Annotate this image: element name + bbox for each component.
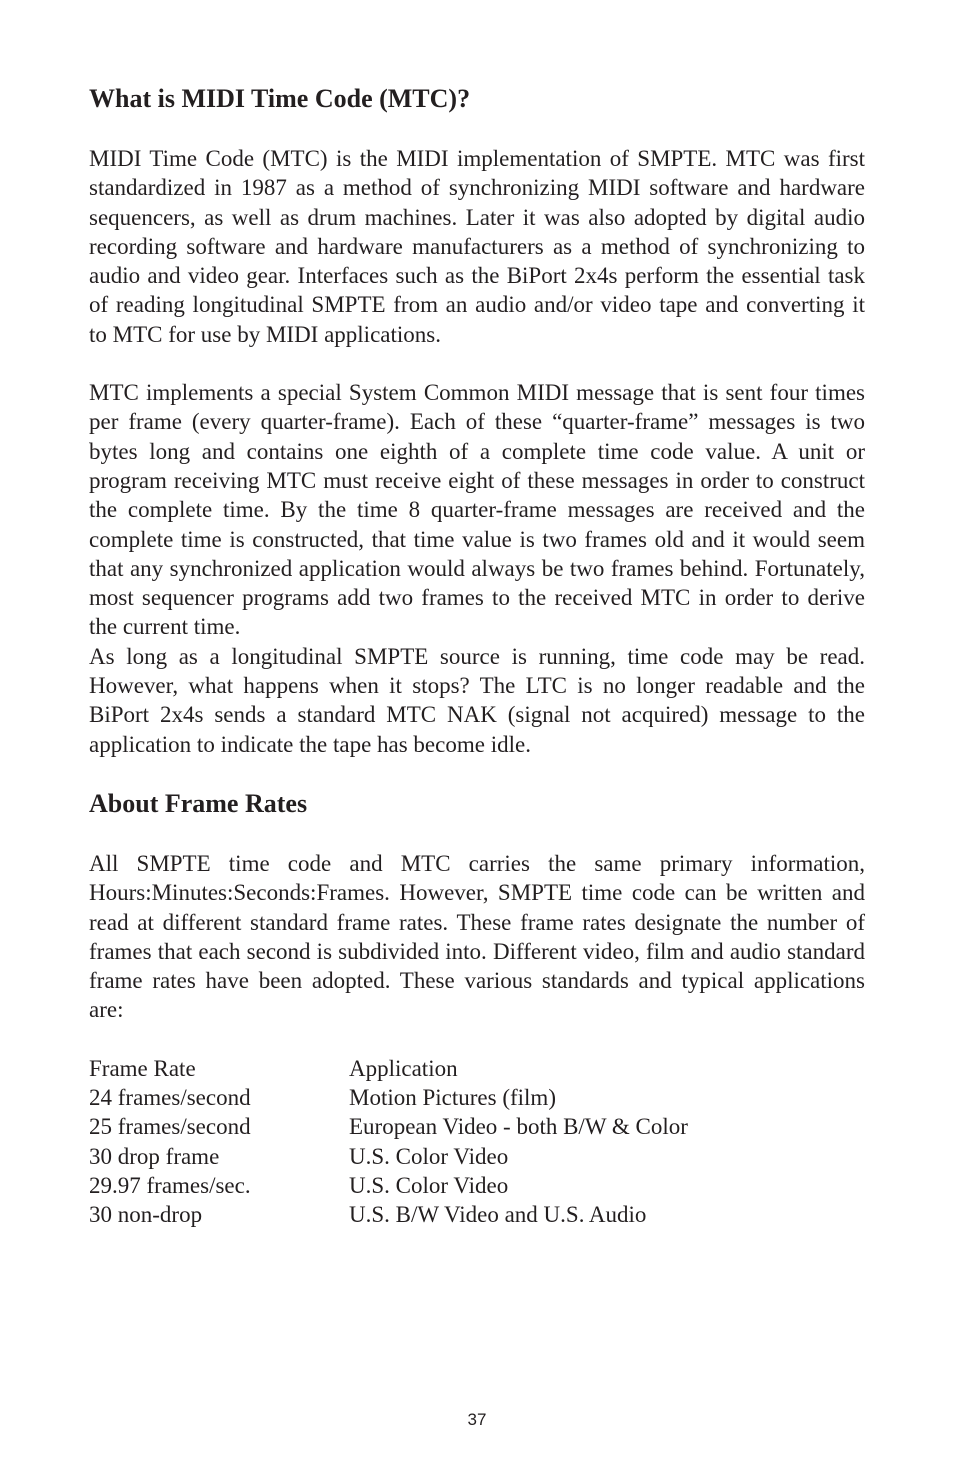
table-header-row [89, 1054, 688, 1083]
frame-rate-cell: 24 frames/second [89, 1085, 251, 1111]
application-cell: U.S. Color Video [349, 1172, 509, 1198]
frame-rate-table [89, 1054, 688, 1230]
column-header-frame-rate: Frame Rate [89, 1055, 196, 1081]
section-heading-mtc: What is MIDI Time Code (MTC)? [89, 84, 471, 113]
frame-rate-cell: 30 non-drop [89, 1202, 203, 1228]
application-cell: U.S. Color Video [349, 1143, 509, 1169]
paragraph-mtc-nak: As long as a longitudinal SMPTE source is running, time code may be read. However, what happens when it stops? The LTC is no longer readable and the BiPort 2x4s sends a standard MTC NAK (signal not acquired) message to the application to indicate the tape has become idle. [89, 643, 865, 757]
application-cell: U.S. B/W Video and U.S. Audio [349, 1202, 647, 1228]
section-heading-frame-rates: About Frame Rates [89, 788, 308, 818]
paragraph-mtc-quarter-frame: MTC implements a special System Common MIDI message that is sent four times per frame (every quarter-frame). Each of these “quarter-frame” messages is two bytes long and contains one eighth of a complete time code value. A unit or program receiving MTC must receive eight of these messages in order to construct the complete time. By the time 8 quarter-frame messages are received and the complete time is constructed, that time value is two frames old and it would seem that any synchronized application would always be two frames behind. Fortunately, most sequencer programs add two frames to the received MTC in order to derive the current time. [89, 380, 865, 640]
application-cell: European Video - both B/W & Color [349, 1114, 688, 1140]
table-row [89, 1171, 688, 1200]
column-header-application: Application [349, 1055, 458, 1081]
frame-rate-cell: 29.97 frames/sec. [89, 1172, 251, 1198]
page-number: 37 [467, 1410, 487, 1429]
frame-rate-cell: 30 drop frame [89, 1143, 220, 1169]
paragraph-frame-rates-intro: All SMPTE time code and MTC carries the same primary information, Hours:Minutes:Seconds:Frames. However, SMPTE time code can be written and read at different standard frame rates. These frame rates designate the number of frames that each second is subdivided into. Different video, film and audio standard frame rates have been adopted. These various standards and typical applications are: [89, 850, 865, 1023]
frame-rate-cell: 25 frames/second [89, 1114, 251, 1140]
table-row [89, 1083, 688, 1112]
application-cell: Motion Pictures (film) [349, 1085, 556, 1111]
table-row [89, 1142, 688, 1171]
table-row [89, 1200, 688, 1229]
table-row [89, 1112, 688, 1141]
paragraph-mtc-intro: MIDI Time Code (MTC) is the MIDI implementation of SMPTE. MTC was first standardized in 1987 as a method of synchronizing MIDI software and hardware sequencers, as well as drum machines. Later it was also adopted by digital audio recording software and hardware manufacturers as a method of synchronizing to audio and video gear. Interfaces such as the BiPort 2x4s perform the essential task of reading longitudinal SMPTE from an audio and/or video tape and converting it to MTC for use by MIDI applications. [89, 146, 865, 347]
page-content [89, 82, 865, 1230]
